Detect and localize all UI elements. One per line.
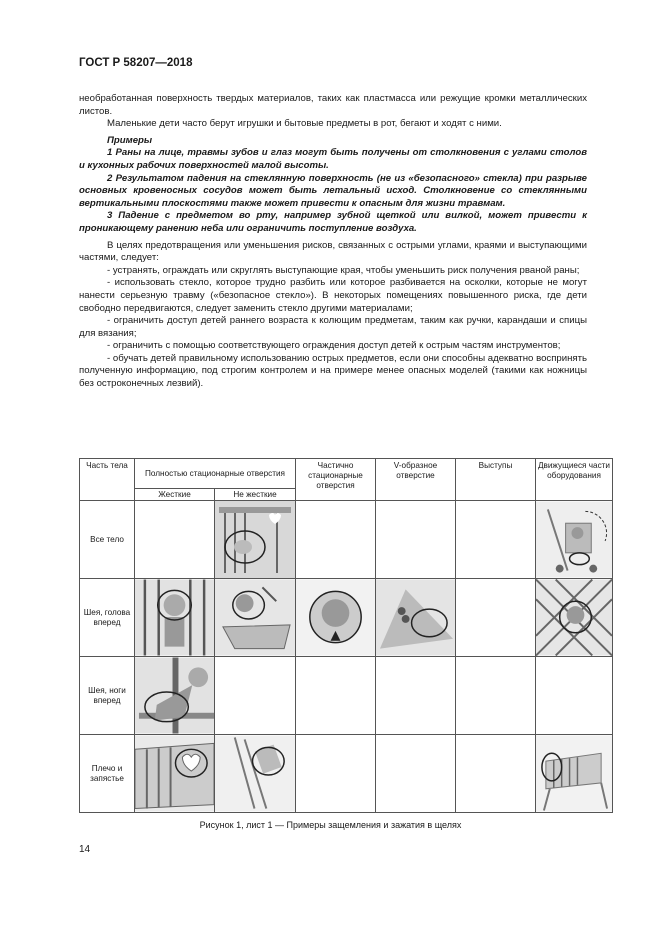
row-label-neck-feet-first: Шея, ноги вперед (80, 657, 135, 735)
page-number: 14 (79, 844, 91, 855)
document-header: ГОСТ Р 58207—2018 (79, 57, 193, 69)
header-protrusions: Выступы (456, 459, 536, 501)
row-label-shoulder-wrist: Плечо и запястье (80, 735, 135, 813)
body-text (79, 93, 587, 391)
crib-heart-illustration (135, 735, 215, 813)
bullet-item: - устранять, ограждать или скруглять выступающие края, чтобы уменьшить риск получения рваной раны; (107, 264, 580, 276)
gap-illustration (135, 657, 215, 735)
examples-title: Примеры (107, 134, 153, 146)
cradle-illustration (536, 735, 613, 813)
example-1: 1 Раны на лице, травмы зубов и глаз могут быть получены от столкновения с углами столов и кухонных рабочих поверхностей малой высоты. (79, 147, 587, 171)
v-opening-illustration (376, 579, 456, 657)
lattice-gate-illustration (536, 579, 613, 657)
header-fixed-openings: Полностью стационарные отверстия (135, 459, 296, 489)
crib-illustration (215, 501, 296, 579)
bassinet-illustration (215, 579, 296, 657)
paragraph: необработанная поверхность твердых материалов, таких как пластмасса или режущие кромки металлических листов. (79, 93, 587, 117)
paragraph: В целях предотвращения или уменьшения рисков, связанных с острыми углами, краями и выступающими частями, следует: (79, 239, 587, 264)
header-non-rigid: Не жесткие (215, 489, 296, 501)
header-rigid: Жесткие (135, 489, 215, 501)
bullet-item: - ограничить доступ детей раннего возраста к колющим предметам, таким как ручки, карандаши и спицы для вязания; (79, 315, 587, 339)
stroller-illustration (536, 501, 613, 579)
header-body-part: Часть тела (80, 459, 135, 501)
header-partial-openings: Частично стационарные отверстия (296, 459, 376, 501)
example-3: 3 Падение с предметом во рту, например зубной щеткой или вилкой, может привести к проникающему ранению неба или ограничить поступление воздуха. (79, 210, 587, 234)
row-label-whole-body: Все тело (80, 501, 135, 579)
header-v-opening: V-образное отверстие (376, 459, 456, 501)
entrapment-figure-table (79, 458, 613, 813)
paragraph: Маленькие дети часто берут игрушки и бытовые предметы в рот, бегают и ходят с ними. (107, 118, 502, 130)
bullet-item: - использовать стекло, которое трудно разбить или которое разбивается на осколки, которые не могут нанести серьезную травму («безопасное стекло»). В некоторых помещениях повышенного риска, где дети свободно передвигаются, следует заменить стекло другими материалами; (79, 277, 587, 314)
row-label-neck-head-first: Шея, голова вперед (80, 579, 135, 657)
bullet-item: - ограничить с помощью соответствующего ограждения доступ детей к острым частям инструментов; (107, 340, 561, 352)
bullet-item: - обучать детей правильному использованию острых предметов, если они способны адекватно воспринять полученную информацию, под строгим контролем и на примере менее опасных моделей (такими как ножницы без остроконечных лезвий). (79, 352, 587, 390)
bars-illustration (135, 579, 215, 657)
stroller-frame-illustration (215, 735, 296, 813)
example-2: 2 Результатом падения на стеклянную поверхность (не из «безопасного» стекла) при разрыве основных кровеносных сосудов может быть летальный исход. Столкновение со стеклянными вертикальными плоскостями также может привести к опасным для жизни травмам. (79, 172, 587, 209)
round-opening-illustration (296, 579, 376, 657)
figure-caption: Рисунок 1, лист 1 — Примеры защемления и зажатия в щелях (199, 820, 462, 830)
header-moving-parts: Движущиеся части оборудования (536, 459, 613, 501)
